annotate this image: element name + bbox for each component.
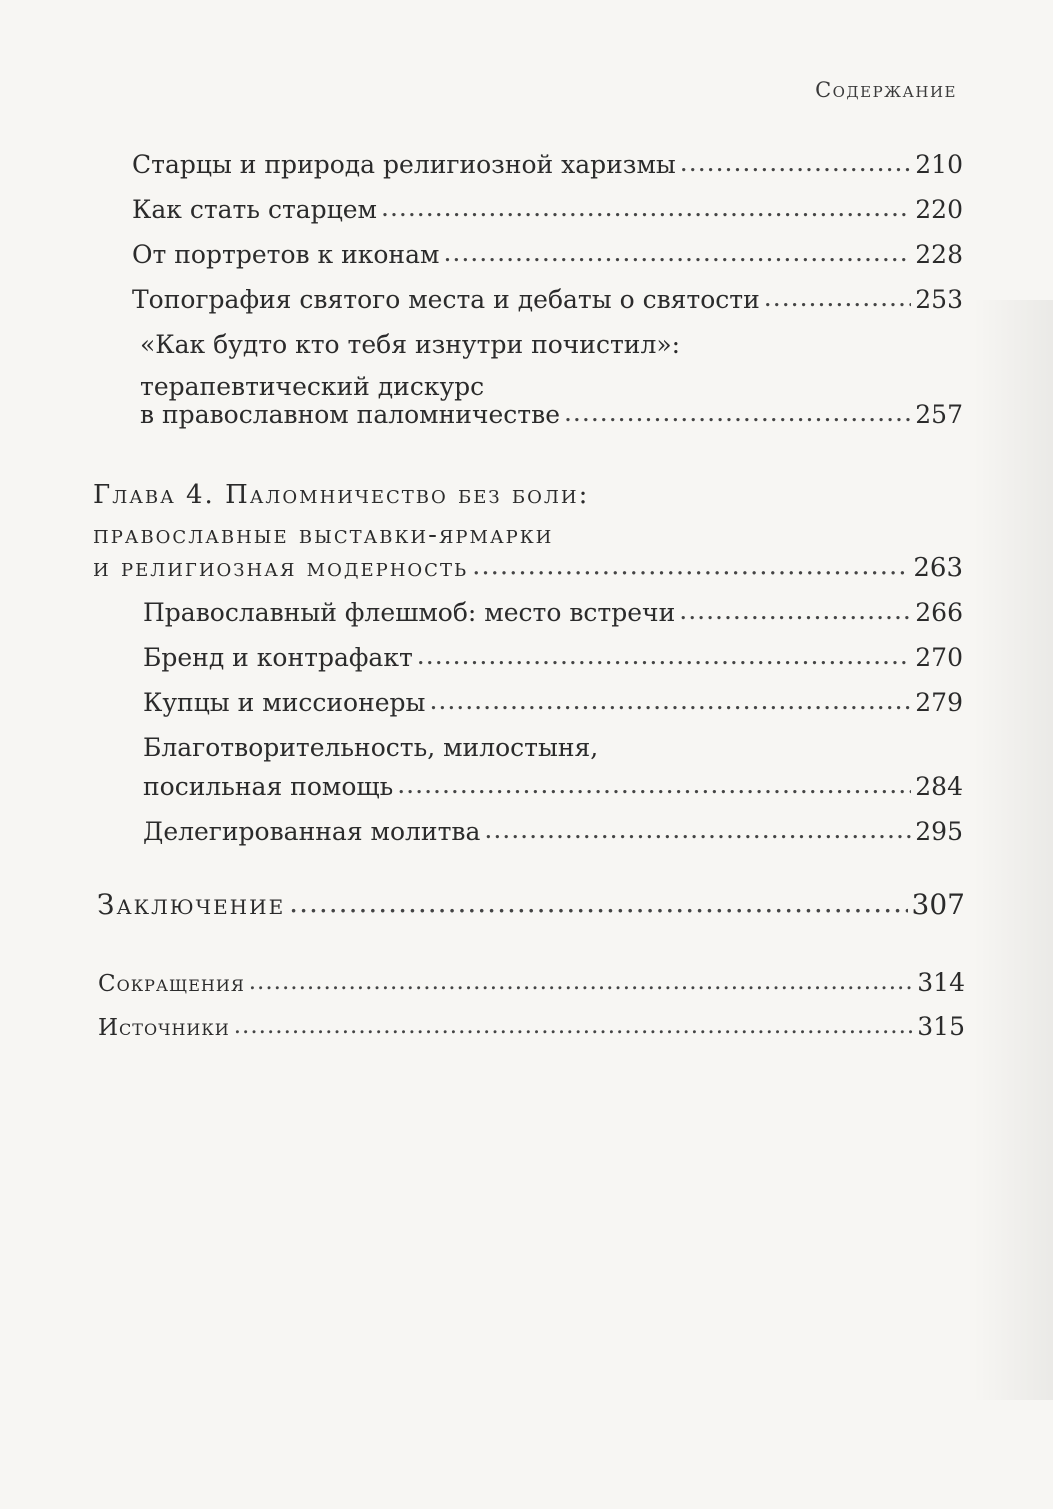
toc-entry	[143, 688, 963, 717]
dot-leader	[417, 641, 911, 670]
chapter-title-line1: Глава 4. Паломничество без боли:	[93, 480, 590, 510]
toc-entry-title-line3: в православном паломничестве	[140, 400, 560, 429]
toc-entry	[143, 772, 963, 801]
dot-leader	[564, 398, 911, 427]
toc-entry-title: От портретов к иконам	[132, 240, 440, 269]
dot-leader	[397, 770, 911, 799]
dot-leader	[484, 815, 911, 844]
toc-entry	[140, 400, 963, 429]
toc-entry	[132, 195, 963, 224]
dot-leader	[443, 238, 911, 267]
dot-leader	[679, 596, 911, 625]
conclusion-entry	[97, 888, 965, 921]
toc-entry	[132, 150, 963, 179]
toc-entry-title-line1: Благотворительность, милостыня,	[143, 733, 599, 762]
sources-entry	[98, 1012, 965, 1041]
toc-entry-page: 266	[915, 598, 963, 627]
toc-entry	[132, 285, 963, 314]
chapter-entry	[93, 553, 963, 583]
toc-entry-title: Православный флешмоб: место встречи	[143, 598, 676, 627]
toc-entry-page: 284	[915, 772, 963, 801]
toc-entry-page: 228	[915, 240, 963, 269]
toc-entry-page: 270	[915, 643, 963, 672]
toc-entry-title: Старцы и природа религиозной харизмы	[132, 150, 676, 179]
dot-leader	[381, 193, 911, 222]
conclusion-page: 307	[911, 888, 965, 921]
chapter-title-line2: православные выставки-ярмарки	[93, 520, 554, 550]
chapter-title-line3: и религиозная модерность	[93, 553, 469, 583]
toc-entry-title-line1: «Как будто кто тебя изнутри почистил»:	[140, 330, 681, 359]
toc-entry-title: Бренд и контрафакт	[143, 643, 413, 672]
toc-entry	[132, 240, 963, 269]
sources-title: Источники	[98, 1015, 230, 1041]
toc-entry	[143, 598, 963, 627]
sources-page: 315	[917, 1012, 965, 1041]
abbreviations-title: Сокращения	[98, 971, 245, 997]
toc-entry-title: Делегированная молитва	[143, 817, 481, 846]
abbreviations-page: 314	[917, 968, 965, 997]
toc-entry-title-line2: посильная помощь	[143, 772, 394, 801]
chapter-page: 263	[913, 553, 963, 583]
toc-entry	[143, 643, 963, 672]
dot-leader	[289, 886, 907, 919]
toc-entry-page: 257	[915, 400, 963, 429]
toc-entry-title: Топография святого места и дебаты о святости	[132, 285, 760, 314]
page-shadow	[973, 300, 1053, 1400]
toc-entry-page: 253	[915, 285, 963, 314]
running-header: Содержание	[815, 78, 957, 102]
dot-leader	[234, 1013, 914, 1039]
conclusion-title: Заключение	[97, 888, 286, 921]
toc-entry-title: Как стать старцем	[132, 195, 378, 224]
dot-leader	[472, 551, 909, 581]
toc-entry-title: Купцы и миссионеры	[143, 688, 426, 717]
toc-entry-title-line2: терапевтический дискурс	[140, 372, 485, 401]
dot-leader	[764, 283, 911, 312]
toc-entry-page: 279	[915, 688, 963, 717]
abbreviations-entry	[98, 968, 965, 997]
dot-leader	[680, 148, 911, 177]
toc-entry-page: 295	[915, 817, 963, 846]
dot-leader	[429, 686, 911, 715]
toc-entry-page: 220	[915, 195, 963, 224]
toc-entry	[143, 817, 963, 846]
toc-entry-page: 210	[915, 150, 963, 179]
dot-leader	[249, 969, 914, 995]
